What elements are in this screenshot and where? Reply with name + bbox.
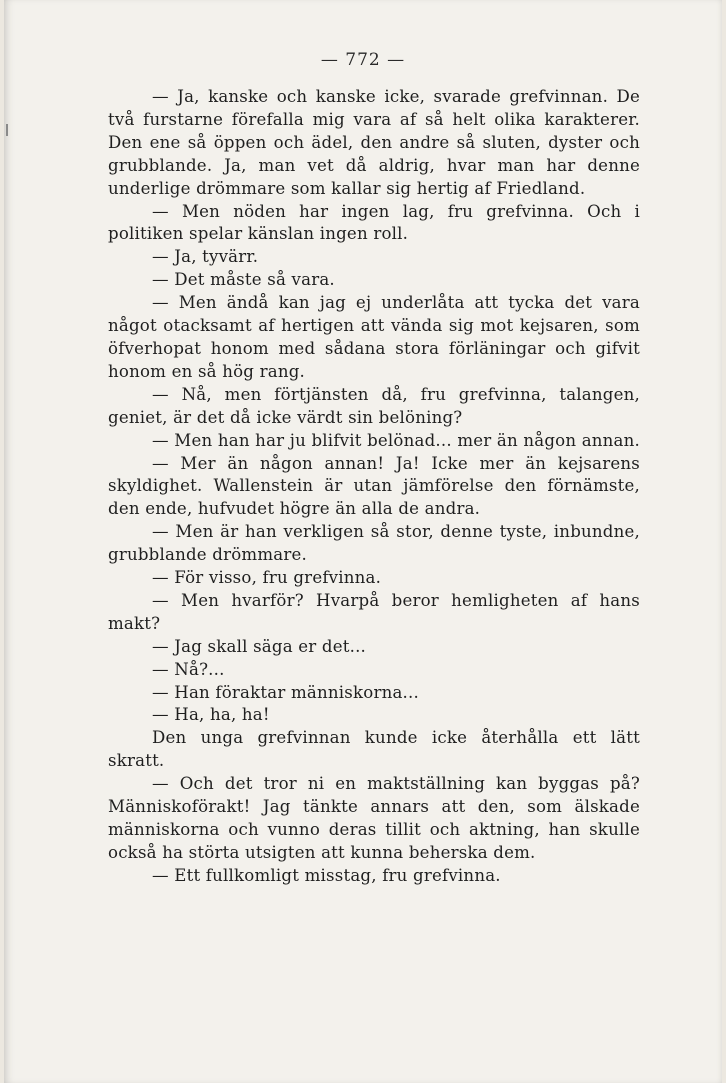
paragraph: — Jag skall säga er det... — [152, 636, 367, 656]
paragraph: — Han föraktar människorna... — [152, 682, 419, 702]
paragraph: — Men nöden har ingen lag, fru grefvinna. Och i politiken spelar känslan ingen roll. — [108, 201, 640, 244]
paragraph: — Det måste så vara. — [152, 270, 335, 290]
paragraph: — Ja, tyvärr. — [152, 247, 259, 267]
page-number: — 772 — — [320, 50, 406, 70]
body-text — [108, 86, 640, 888]
paragraph: — Nå?... — [152, 659, 225, 679]
paragraph: — Ja, kanske och kanske icke, svarade grefvinnan. De två furstarne förefalla mig vara af så helt olika karakterer. Den ene så öppen och ädel, den andre så sluten, dyster och grubblande. Ja, man vet då aldrig, hvar man har denne underlige drömmare som kallar sig hertig af Friedland. — [108, 87, 640, 198]
paragraph: Den unga grefvinnan kunde icke återhålla ett lätt skratt. — [108, 728, 640, 771]
paragraph: — Ha, ha, ha! — [152, 705, 270, 725]
margin-mark — [6, 124, 8, 136]
paragraph: — Men hvarför? Hvarpå beror hemligheten af hans makt? — [108, 590, 640, 633]
paragraph: — Men är han verkligen så stor, denne tyste, inbundne, grubblande drömmare. — [108, 522, 640, 565]
paragraph: — Men ändå kan jag ej underlåta att tycka det vara något otacksamt af hertigen att vända sig mot kejsaren, som öfverhopat honom med sådana stora förläningar och gifvit honom en så hög rang. — [108, 293, 640, 381]
paragraph: — Nå, men förtjänsten då, fru grefvinna, talangen, geniet, är det då icke värdt sin belöning? — [108, 384, 640, 427]
paragraph: — För visso, fru grefvinna. — [152, 568, 382, 588]
paragraph: — Men han har ju blifvit belönad... mer än någon annan. — [152, 430, 641, 450]
paragraph: — Och det tror ni en maktställning kan byggas på? Människoförakt! Jag tänkte annars att den, som älskade människorna och vunno deras tillit och aktning, han skulle också ha störta utsigten att kunna beherska dem. — [108, 774, 640, 862]
paragraph: — Mer än någon annan! Ja! Icke mer än kejsarens skyldighet. Wallenstein är utan jämförelse den förnämste, den ende, hufvudet högre än alla de andra. — [108, 453, 640, 519]
paragraph: — Ett fullkomligt misstag, fru grefvinna. — [152, 865, 501, 885]
